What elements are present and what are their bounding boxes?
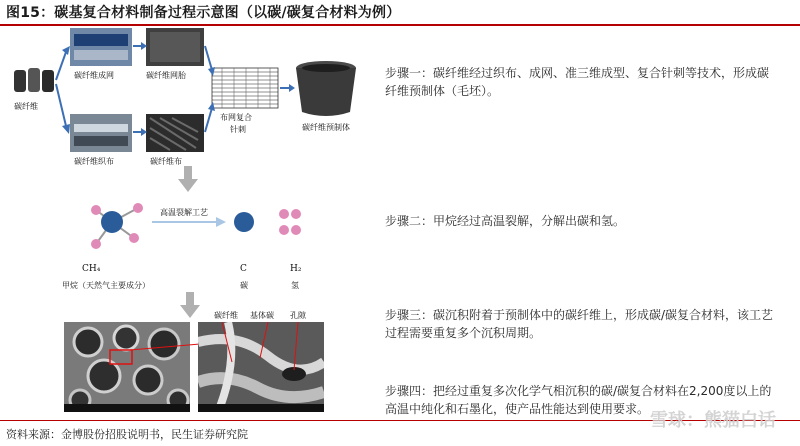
label-fiber-web: 碳纤维成网: [74, 71, 114, 80]
web-forming-photo: [70, 28, 132, 66]
label-c-name: 碳: [240, 281, 248, 290]
down-arrow-2: [180, 292, 200, 318]
sem-micrograph-right: [198, 322, 324, 412]
label-h2-name: 氢: [291, 281, 299, 290]
down-arrow-1: [178, 166, 198, 192]
label-needle-line1: 布网复合: [220, 113, 252, 122]
needle-punch-image: [212, 68, 278, 108]
label-needle-line2: 针刺: [230, 125, 246, 134]
label-pyrolysis: 高温裂解工艺: [160, 208, 208, 217]
label-carbon-fiber: 碳纤维: [14, 102, 38, 111]
watermark: 雪球：熊猫白话: [650, 410, 776, 431]
label-fiber-cloth: 碳纤维布: [150, 157, 182, 166]
label-ch4-name: 甲烷（天然气主要成分）: [62, 281, 150, 290]
figure-title: 图15：碳基复合材料制备过程示意图（以碳/碳复合材料为例）: [6, 5, 401, 21]
source-note: 资料来源：金博股份招股说明书，民生证券研究院: [6, 428, 248, 441]
label-preform: 碳纤维预制体: [302, 123, 350, 132]
label-sem-matrix: 基体碳: [250, 311, 274, 320]
weaving-photo: [70, 114, 132, 152]
step-4-text: 步骤四：把经过重复多次化学气相沉积的碳/碳复合材料在2,200度以上的高温中纯化和石墨化，使产品性能达到使用要求。: [385, 384, 772, 416]
preform-crucible-image: [296, 61, 356, 116]
label-h2-formula: H₂: [290, 264, 302, 274]
fiber-spools-image: [14, 68, 54, 92]
reaction-arrow: [152, 217, 226, 227]
label-sem-fiber: 碳纤维: [214, 311, 238, 320]
label-fiber-felt: 碳纤维网胎: [146, 71, 186, 80]
label-c-formula: C: [240, 264, 247, 274]
label-ch4-formula: CH₄: [82, 264, 101, 274]
label-sem-pore: 孔隙: [290, 311, 306, 320]
carbon-atom: [234, 212, 254, 232]
zoom-connector-line: [130, 340, 202, 360]
label-fiber-woven: 碳纤维织布: [74, 157, 114, 166]
step-2-text: 步骤二：甲烷经过高温裂解，分解出碳和氢。: [385, 214, 626, 228]
title-divider: [0, 24, 800, 26]
stage2-diagram: [60, 196, 320, 256]
sem-micrograph-left: [64, 322, 190, 412]
hydrogen-molecules: [279, 209, 301, 235]
step-3-text: 步骤三：碳沉积附着于预制体中的碳纤维上，形成碳/碳复合材料，该工艺过程需要重复多个沉积周期。: [385, 308, 774, 340]
stage1-diagram: [0, 28, 380, 168]
step-1-text: 步骤一：碳纤维经过织布、成网、准三维成型、复合针刺等技术，形成碳纤维预制体（毛坯）。: [385, 66, 770, 98]
methane-molecule: [91, 203, 143, 249]
